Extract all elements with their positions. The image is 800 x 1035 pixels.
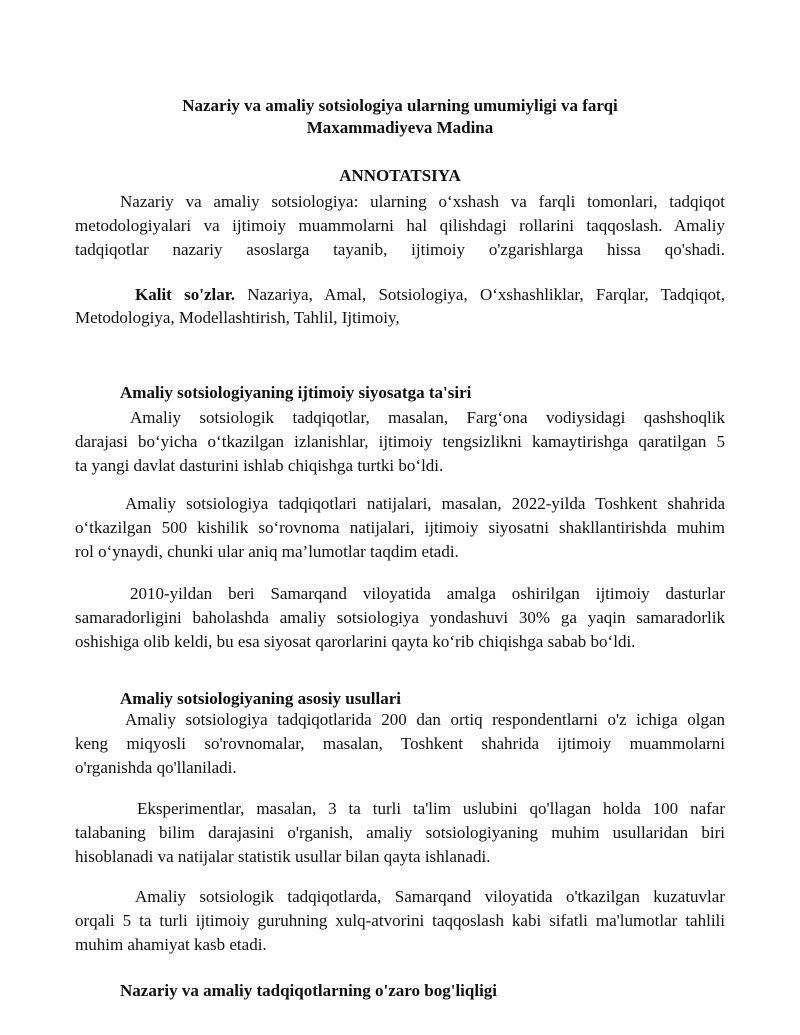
- paragraph-line: o'rganishda qo'llaniladi.: [75, 758, 237, 777]
- keywords-line: [135, 285, 725, 305]
- paragraph-line: 2010-yildan beri Samarqand viloyatida amalga oshirilgan ijtimoiy dasturlar: [130, 584, 725, 603]
- section-heading: Amaliy sotsiologiyaning ijtimoiy siyosatga ta'siri: [120, 383, 472, 402]
- paragraph-line: talabaning bilim darajasini o'rganish, amaliy sotsiologiyaning muhim usullaridan biri: [75, 823, 725, 842]
- paragraph-line: samaradorligini baholashda amaliy sotsiologiya yondashuvi 30% ga yaqin samaradorlik: [75, 608, 725, 627]
- paragraph-line: oshishiga olib keldi, bu esa siyosat qarorlarini qayta ko‘rib chiqishga sabab bo‘ldi.: [75, 632, 636, 651]
- keywords-label: Kalit so'zlar.: [135, 285, 235, 304]
- author-name: Maxammadiyeva Madina: [306, 118, 494, 137]
- paper-title: Nazariy va amaliy sotsiologiya ularning umumiyligi va farqi: [182, 96, 618, 115]
- paragraph-line: o‘tkazilgan 500 kishilik so‘rovnoma natijalari, ijtimoiy siyosatni shakllantirishda muhim: [75, 518, 725, 537]
- keywords-text: Metodologiya, Modellashtirish, Tahlil, Ijtimoiy,: [75, 308, 400, 327]
- paragraph-line: ta yangi davlat dasturini ishlab chiqishga turtki bo‘ldi.: [75, 456, 444, 475]
- paragraph-line: Amaliy sotsiologiya tadqiqotlari natijalari, masalan, 2022-yilda Toshkent shahrida: [125, 494, 725, 513]
- paragraph-line: muhim ahamiyat kasb etadi.: [75, 935, 267, 954]
- paragraph-line: hisoblanadi va natijalar statistik usullar bilan qayta ishlanadi.: [75, 847, 491, 866]
- annotation-line: Nazariy va amaliy sotsiologiya: ularning o‘xshash va farqli tomonlari, tadqiqot: [120, 192, 725, 211]
- section-heading: Amaliy sotsiologiyaning asosiy usullari: [120, 689, 402, 708]
- annotation-heading: ANNOTATSIYA: [339, 166, 461, 185]
- paragraph-line: rol o‘ynaydi, chunki ular aniq ma’lumotlar taqdim etadi.: [75, 542, 459, 561]
- paragraph-line: orqali 5 ta turli ijtimoiy guruhning xulq-atvorini taqqoslash kabi sifatli ma'lumotlar tahlili: [75, 911, 725, 930]
- paragraph-line: Amaliy sotsiologiya tadqiqotlarida 200 dan ortiq respondentlarni o'z ichiga olgan: [125, 710, 725, 729]
- paragraph-line: keng miqyosli so'rovnomalar, masalan, Toshkent shahrida ijtimoiy muammolarni: [75, 734, 725, 753]
- section-heading: Nazariy va amaliy tadqiqotlarning o'zaro bog'liqligi: [120, 981, 498, 1000]
- keywords-text: Nazariya, Amal, Sotsiologiya, O‘xshashliklar, Farqlar, Tadqiqot,: [247, 285, 725, 304]
- paragraph-line: Amaliy sotsiologik tadqiqotlar, masalan, Farg‘ona vodiysidagi qashshoqlik: [130, 408, 725, 427]
- annotation-line: metodologiyalari va ijtimoiy muammolarni hal qilishdagi rollarini taqqoslash. Amaliy: [75, 216, 725, 235]
- paragraph-line: Amaliy sotsiologik tadqiqotlarda, Samarqand viloyatida o'tkazilgan kuzatuvlar: [135, 887, 725, 906]
- paragraph-line: darajasi bo‘yicha o‘tkazilgan izlanishlar, ijtimoiy tengsizlikni kamaytirishga qaratilgan 5: [75, 432, 725, 451]
- paragraph-line: Eksperimentlar, masalan, 3 ta turli ta'lim uslubini qo'llagan holda 100 nafar: [137, 799, 725, 818]
- annotation-line: tadqiqotlar nazariy asoslarga tayanib, ijtimoiy o'zgarishlarga hissa qo'shadi.: [75, 240, 725, 259]
